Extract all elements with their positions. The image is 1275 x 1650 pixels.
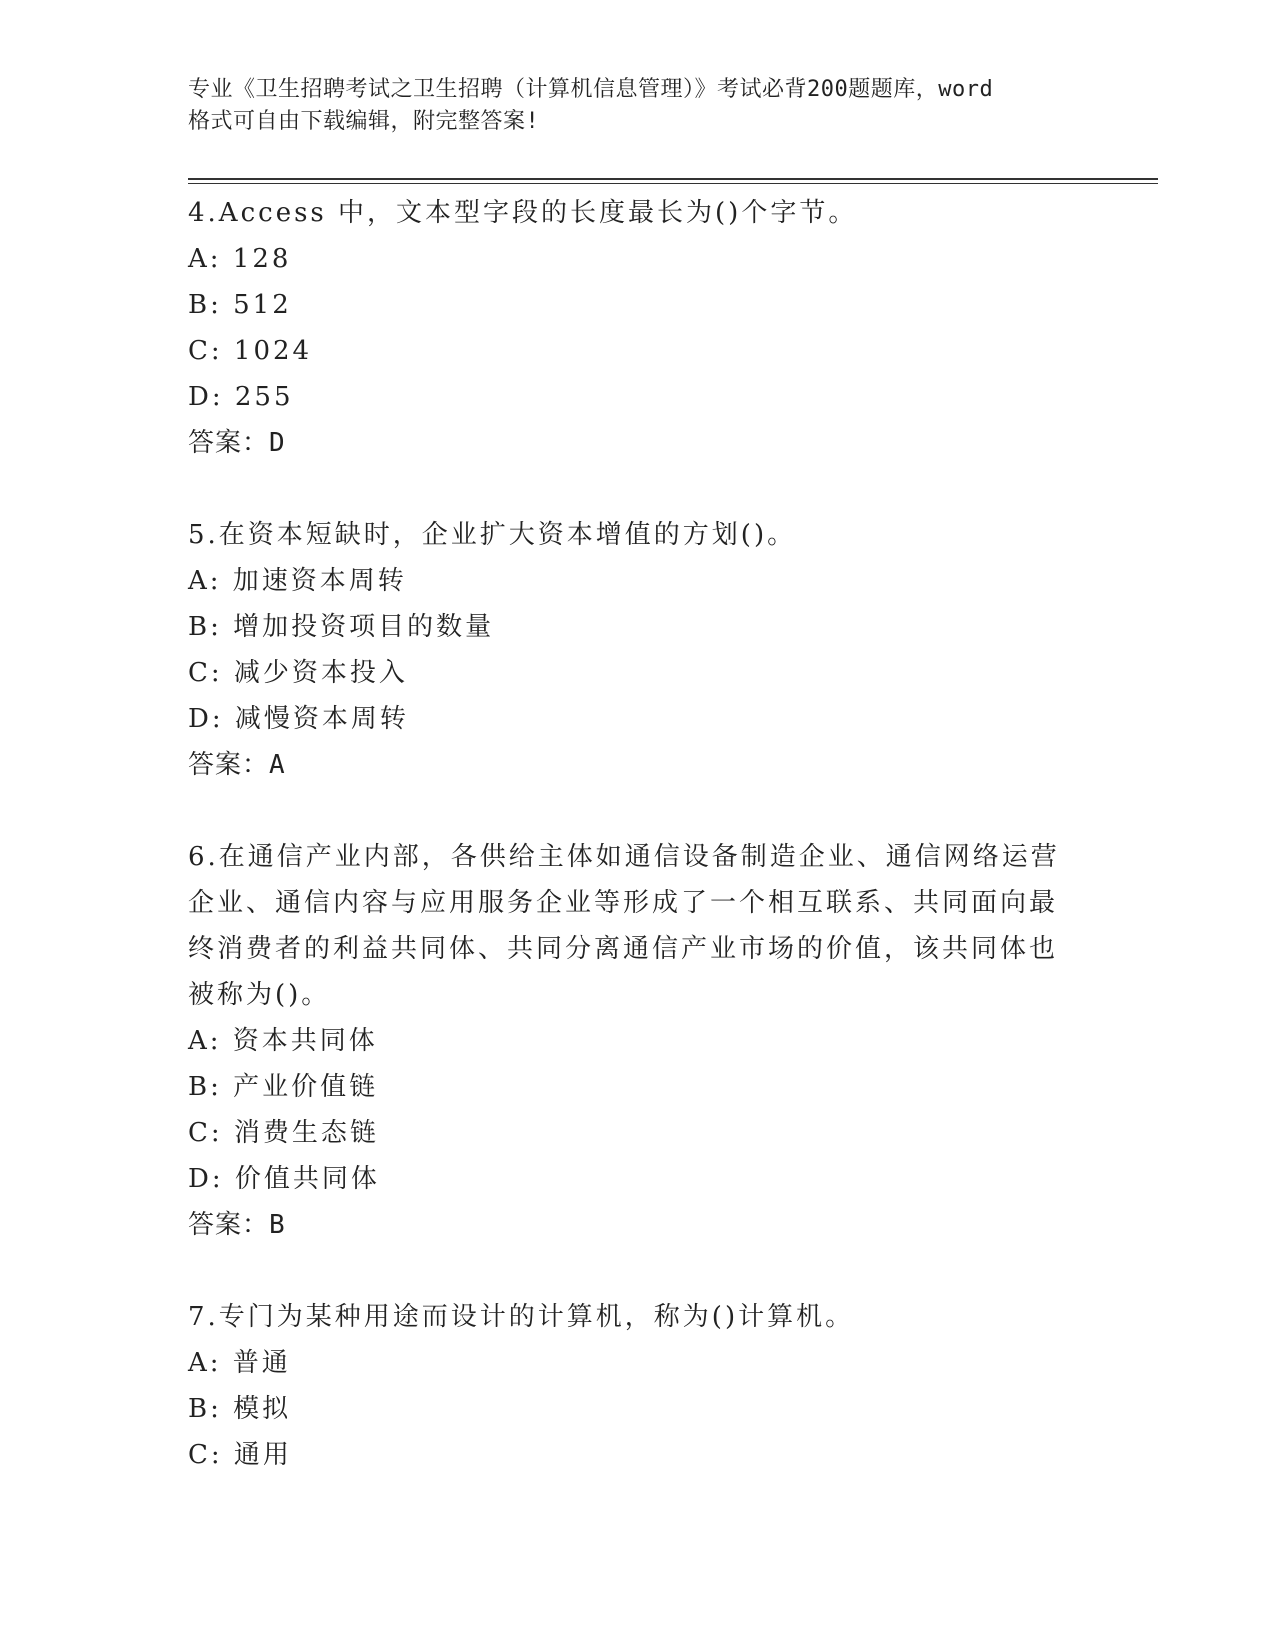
question-stem-line-2: 企业、通信内容与应用服务企业等形成了一个相互联系、共同面向最 — [188, 888, 1059, 918]
option-a: A: 资本共同体 — [188, 1026, 378, 1056]
question-stem: 4.Access 中，文本型字段的长度最长为()个字节。 — [188, 198, 858, 228]
question-stem-line-4: 被称为()。 — [188, 980, 331, 1010]
question-6 — [188, 834, 1088, 1248]
option-b: B: 512 — [188, 290, 292, 320]
option-a: A: 128 — [188, 244, 292, 274]
header-divider-thin — [188, 183, 1158, 184]
header-line-2: 格式可自由下载编辑，附完整答案! — [188, 109, 540, 134]
document-header — [188, 74, 1088, 138]
option-b: B: 增加投资项目的数量 — [188, 612, 495, 642]
option-d: D: 价值共同体 — [188, 1164, 380, 1194]
question-list — [188, 190, 1088, 1524]
header-divider-thick — [188, 178, 1158, 180]
question-4 — [188, 190, 1088, 466]
option-c: C: 减少资本投入 — [188, 658, 408, 688]
question-stem-line-1: 6.在通信产业内部，各供给主体如通信设备制造企业、通信网络运营 — [188, 842, 1060, 872]
answer-label: 答案：D — [188, 428, 286, 458]
answer-label: 答案：B — [188, 1210, 286, 1240]
answer-label: 答案：A — [188, 750, 286, 780]
question-5 — [188, 512, 1088, 788]
question-stem: 5.在资本短缺时，企业扩大资本增值的方划()。 — [188, 520, 797, 550]
option-c: C: 消费生态链 — [188, 1118, 379, 1148]
option-a: A: 普通 — [188, 1348, 291, 1378]
option-d: D: 255 — [188, 382, 294, 412]
question-stem: 7.专门为某种用途而设计的计算机，称为()计算机。 — [188, 1302, 855, 1332]
option-a: A: 加速资本周转 — [188, 566, 407, 596]
header-line-1: 专业《卫生招聘考试之卫生招聘（计算机信息管理）》考试必背200题题库，word — [188, 77, 994, 102]
option-d: D: 减慢资本周转 — [188, 704, 409, 734]
option-c: C: 通用 — [188, 1440, 292, 1470]
question-stem-line-3: 终消费者的利益共同体、共同分离通信产业市场的价值，该共同体也 — [188, 934, 1059, 964]
option-c: C: 1024 — [188, 336, 313, 366]
option-b: B: 模拟 — [188, 1394, 292, 1424]
option-b: B: 产业价值链 — [188, 1072, 379, 1102]
question-7 — [188, 1294, 1088, 1478]
